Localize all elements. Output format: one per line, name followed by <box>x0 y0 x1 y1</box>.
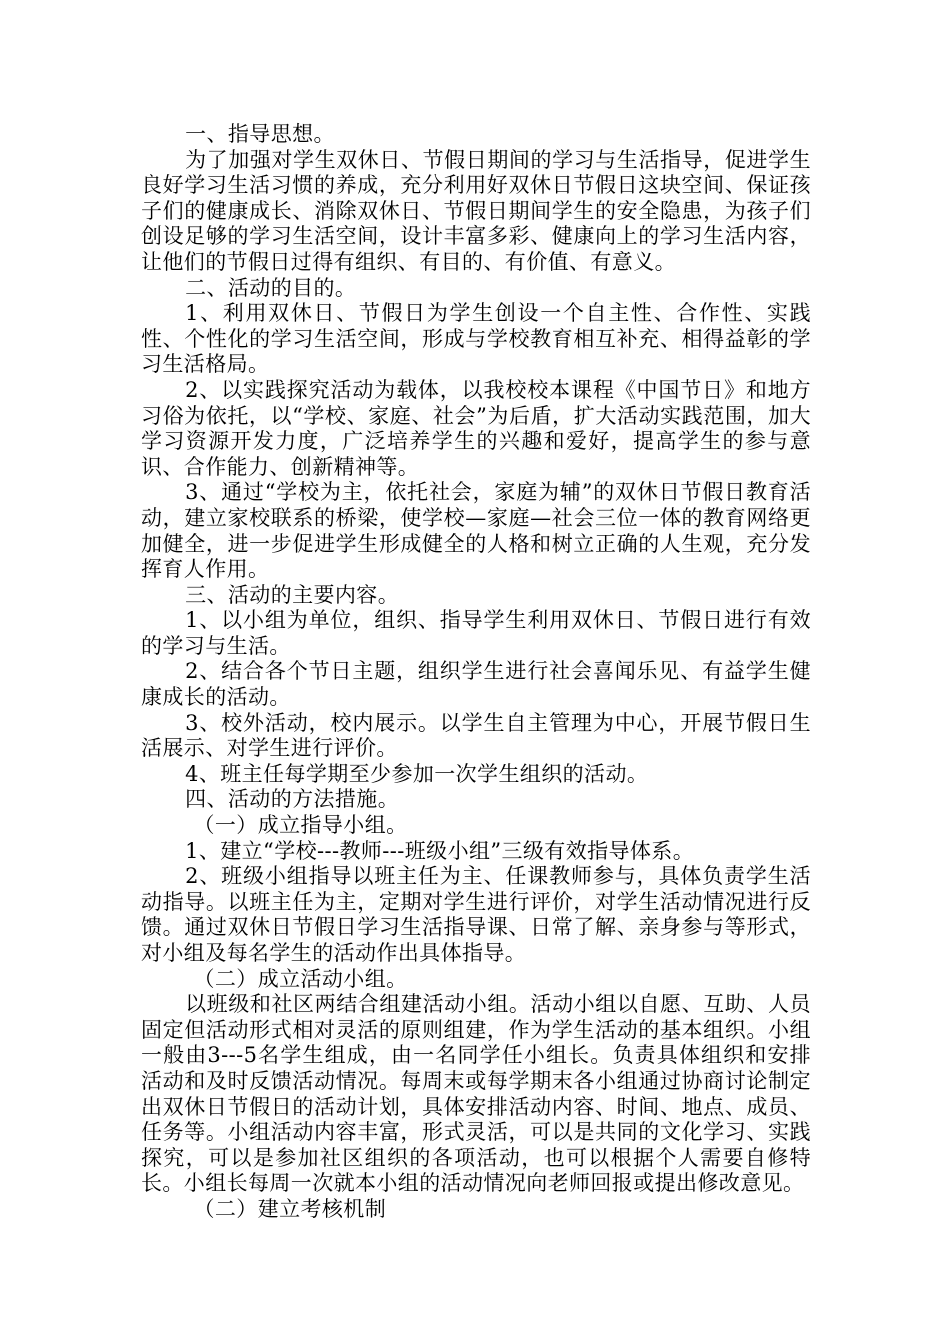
content-item-4: 4、班主任每学期至少参加一次学生组织的活动。 <box>185 761 649 786</box>
content-item-3: 3、校外活动，校内展示。以学生自主管理为中心，开展节假日生活展示、对学生进行评价。 <box>141 710 811 761</box>
heading-activity-purpose: 二、活动的目的。 <box>185 275 357 300</box>
purpose-item-1: 1、利用双休日、节假日为学生创设一个自主性、合作性、实践性、个性化的学习生活空间，形成与学校教育相互补充、相得益彰的学习生活格局。 <box>141 301 811 377</box>
heading-guiding-ideology: 一、指导思想。 <box>185 122 335 146</box>
content-item-1: 1、以小组为单位，组织、指导学生利用双休日、节假日进行有效的学习与生活。 <box>141 608 811 658</box>
subheading-guidance-group: （一）成立指导小组。 <box>193 813 408 838</box>
heading-main-content: 三、活动的主要内容。 <box>185 582 400 607</box>
paragraph-activity-group: 以班级和社区两结合组建活动小组。活动小组以自愿、互助、人员固定但活动形式相对灵活的原则组建，作为学生活动的基本组织。小组一般由3---5名学生组成，由一名同学任小组长。负责具体组织和安排活动和及时反馈活动情况。每周末或每学期末各小组通过协商讨论制定出双休日节假日的活动计划，具体安排活动内容、时间、地点、成员、任务等。小组活动内容丰富，形式灵活，可以是共同的文化学习、实践探究，可以是参加社区组织的各项活动，也可以根据个人需要自修特长。小组长每周一次就本小组的活动情况向老师回报或提出修改意见。 <box>141 992 811 1196</box>
subheading-assessment: （二）建立考核机制 <box>193 1196 387 1221</box>
guidance-item-1: 1、建立“学校---教师---班级小组”三级有效指导体系。 <box>185 838 695 863</box>
guidance-item-2: 2、班级小组指导以班主任为主、任课教师参与，具体负责学生活动指导。以班主任为主，定期对学生进行评价，对学生活动情况进行反馈。通过双休日节假日学习生活指导课、日常了解、亲身参与等形式，对小组及每名学生的活动作出具体指导。 <box>141 864 811 965</box>
purpose-item-2: 2、以实践探究活动为载体，以我校校本课程《中国节日》和地方习俗为依托，以“学校、家庭、社会”为后盾，扩大活动实践范围，加大学习资源开发力度，广泛培养学生的兴趣和爱好，提高学生的参与意识、合作能力、创新精神等。 <box>141 377 811 479</box>
heading-methods: 四、活动的方法措施。 <box>185 787 400 812</box>
paragraph-guiding-ideology: 为了加强对学生双休日、节假日期间的学习与生活指导，促进学生良好学习生活习惯的养成，充分利用好双休日节假日这块空间、保证孩子们的健康成长、消除双休日、节假日期间学生的安全隐患，为孩子们创设足够的学习生活空间，设计丰富多彩、健康向上的学习生活内容，让他们的节假日过得有组织、有目的、有价值、有意义。 <box>141 147 811 274</box>
purpose-item-3: 3、通过“学校为主，依托社会，家庭为辅”的双休日节假日教育活动，建立家校联系的桥梁，使学校—家庭—社会三位一体的教育网络更加健全，进一步促进学生形成健全的人格和树立正确的人生观，充分发挥育人作用。 <box>141 480 811 582</box>
document-body <box>141 122 811 1223</box>
subheading-activity-group: （二）成立活动小组。 <box>193 966 408 991</box>
content-item-2: 2、结合各个节日主题，组织学生进行社会喜闻乐见、有益学生健康成长的活动。 <box>141 659 811 710</box>
